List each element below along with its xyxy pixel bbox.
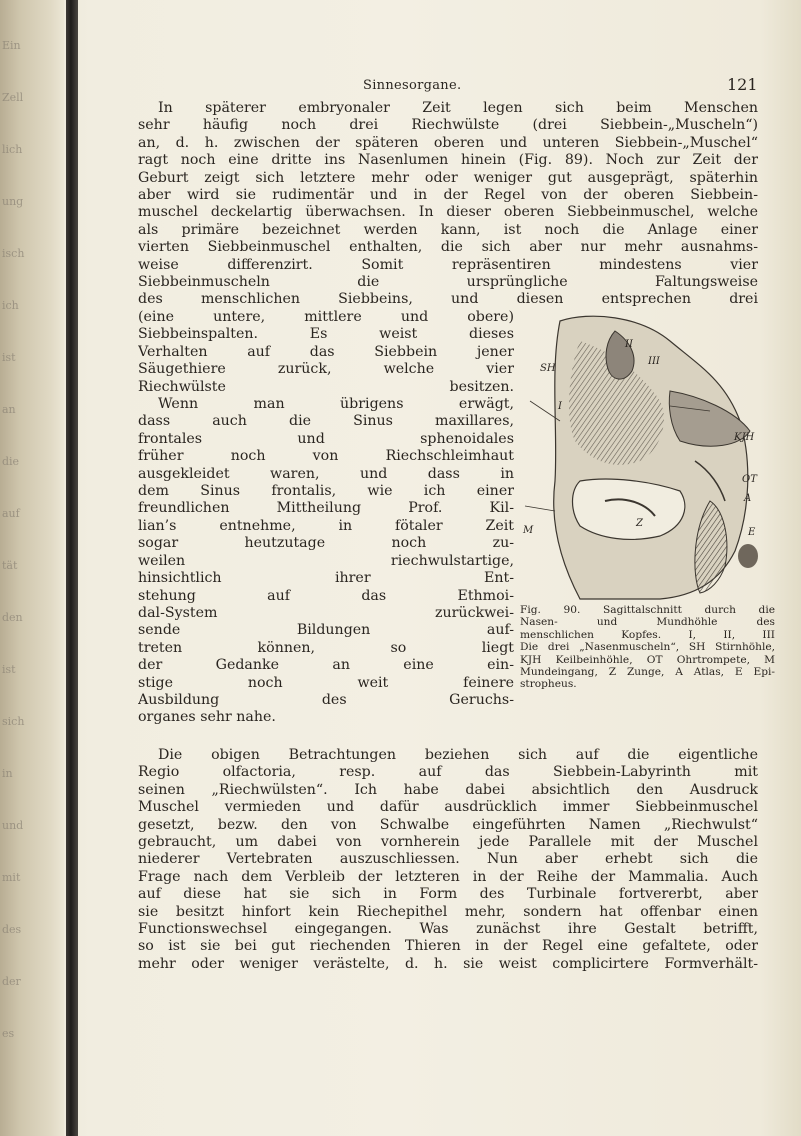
text-line: vierten Siebbeinmuschel enthalten, die sich aber nur mehr ausnahms-: [138, 239, 758, 256]
margin-bleed-text: tät: [2, 560, 18, 572]
margin-bleed-text: ist: [2, 664, 16, 676]
text-line: Riechwülste besitzen.: [138, 378, 514, 395]
text-line: muschel deckelartig überwachsen. In dieser oberen Siebbeinmuschel, welche: [138, 204, 758, 221]
text-line: mehr oder weniger verästelte, d. h. sie weist complicirtere Formverhält-: [138, 955, 758, 972]
text-line: treten können, so liegt: [138, 639, 514, 656]
margin-bleed-text: Zell: [2, 92, 24, 104]
text-line: als primäre bezeichnet werden kann, ist noch die Anlage einer: [138, 221, 758, 238]
label-z: Z: [636, 518, 643, 529]
text-line: Ausbildung des Geruchs-: [138, 691, 514, 708]
label-iii: III: [648, 356, 660, 367]
text-line: Regio olfactoria, resp. auf das Siebbein-Labyrinth mit: [138, 764, 758, 781]
text-line: Säugethiere zurück, welche vier: [138, 361, 514, 378]
text-line: sogar heutzutage noch zu-: [138, 535, 514, 552]
margin-bleed-text: an: [2, 404, 16, 416]
text-line: frontales und sphenoidales: [138, 430, 514, 447]
margin-bleed-text: der: [2, 976, 21, 988]
margin-bleed-text: mit: [2, 872, 21, 884]
text-line: Siebbeinspalten. Es weist dieses: [138, 326, 514, 343]
text-line: dem Sinus frontalis, wie ich einer: [138, 483, 514, 500]
margin-bleed-text: den: [2, 612, 23, 624]
margin-bleed-text: lich: [2, 144, 23, 156]
text-line: lian’s entnehme, in fötaler Zeit: [138, 517, 514, 534]
margin-bleed-text: des: [2, 924, 22, 936]
text-line: früher noch von Riechschleimhaut: [138, 448, 514, 465]
text-line: Die obigen Betrachtungen beziehen sich auf die eigentliche: [158, 747, 758, 763]
caption-line: Nasen- und Mundhöhle des: [520, 616, 775, 629]
text-line: an, d. h. zwischen der späteren oberen und unteren Siebbein-„Muschel“: [138, 134, 758, 151]
text-line: aber wird sie rudimentär und in der Regel von der oberen Siebbein-: [138, 187, 758, 204]
text-line: der Gedanke an eine ein-: [138, 657, 514, 674]
margin-bleed-text: es: [2, 1028, 15, 1040]
running-head: Sinnesorgane.: [363, 78, 462, 93]
figure-caption: [520, 604, 775, 691]
text-line: dal-System zurückwei-: [138, 604, 514, 621]
text-line: Frage nach dem Verbleib der letzteren in der Reihe der Mammalia. Auch: [138, 868, 758, 885]
caption-line: Mundeingang, Z Zunge, A Atlas, E Epi-: [520, 666, 775, 679]
label-i: I: [558, 401, 562, 412]
margin-bleed-text: auf: [2, 508, 20, 520]
text-line: stehung auf das Ethmoi-: [138, 587, 514, 604]
margin-bleed-text: ist: [2, 352, 16, 364]
label-ii: II: [625, 339, 633, 350]
paragraph-narrow: [138, 309, 514, 727]
paragraph-top: [138, 100, 758, 309]
text-line: niederer Vertebraten auszuschliessen. Nun aber erhebt sich die: [138, 851, 758, 868]
caption-line: stropheus.: [520, 678, 577, 691]
book-spine: [66, 0, 78, 1136]
text-line: organes sehr nahe.: [138, 709, 276, 726]
label-kjh: KJH: [734, 432, 755, 443]
text-line: Functionswechsel eingegangen. Was zunächst ihre Gestalt betrifft,: [138, 921, 758, 938]
label-sh: SH: [540, 363, 556, 374]
facing-page-edge: [0, 0, 64, 1136]
margin-bleed-text: ich: [2, 300, 19, 312]
label-a: A: [744, 493, 752, 504]
label-e: E: [748, 527, 756, 538]
text-line: ragt noch eine dritte ins Nasenlumen hinein (Fig. 89). Noch zur Zeit der: [138, 152, 758, 169]
text-line: so ist sie bei gut riechenden Thieren in der Regel eine gefaltete, oder: [138, 938, 758, 955]
text-line: seinen „Riechwülsten“. Ich habe dabei absichtlich den Ausdruck: [138, 781, 758, 798]
margin-bleed-text: in: [2, 768, 13, 780]
text-line: Geburt zeigt sich letztere mehr oder weniger gut ausgeprägt, späterhin: [138, 169, 758, 186]
text-line: (eine untere, mittlere und obere): [138, 309, 514, 325]
text-line: Verhalten auf das Siebbein jener: [138, 343, 514, 360]
caption-line: KJH Keilbeinhöhle, OT Ohrtrompete, M: [520, 653, 775, 666]
text-line: sehr häufig noch drei Riechwülste (drei Siebbein-„Muscheln“): [138, 117, 758, 134]
caption-line: Fig. 90. Sagittalschnitt durch die: [520, 604, 775, 616]
text-line: hinsichtlich ihrer Ent-: [138, 570, 514, 587]
text-line: weilen riechwulstartige,: [138, 552, 514, 569]
margin-bleed-text: und: [2, 820, 24, 832]
text-line: freundlichen Mittheilung Prof. Kil-: [138, 500, 514, 517]
page-number: 121: [727, 75, 758, 94]
margin-bleed-text: Ein: [2, 40, 21, 52]
margin-bleed-text: ung: [2, 196, 24, 208]
text-line: des menschlichen Siebbeins, und diesen entsprechen drei: [138, 291, 758, 308]
text-line: Siebbeinmuscheln die ursprüngliche Faltungsweise: [138, 274, 758, 291]
label-m: M: [523, 525, 534, 536]
text-line: dass auch die Sinus maxillares,: [138, 413, 514, 430]
caption-line: Die drei „Nasenmuscheln“, SH Stirnhöhle,: [520, 641, 775, 654]
text-line: stige noch weit feinere: [138, 674, 514, 691]
text-line: Wenn man übrigens erwägt,: [158, 396, 514, 413]
paragraph-bottom: [138, 747, 758, 973]
text-line: sie besitzt hinfort kein Riechepithel mehr, sondern hat offenbar einen: [138, 903, 758, 920]
text-line: ausgekleidet waren, und dass in: [138, 465, 514, 482]
caption-line: menschlichen Kopfes. I, II, III: [520, 628, 775, 641]
sagittal-section-illustration: [520, 311, 775, 601]
text-line: sende Bildungen auf-: [138, 622, 514, 639]
text-line: gebraucht, um dabei von vornherein jede Parallele mit der Muschel: [138, 834, 758, 851]
text-line: weise differenzirt. Somit repräsentiren mindestens vier: [138, 256, 758, 273]
text-line: Muschel vermieden und dafür ausdrücklich immer Siebbeinmuschel: [138, 799, 758, 816]
text-line: auf diese hat sie sich in Form des Turbinale fortvererbt, aber: [138, 886, 758, 903]
margin-bleed-text: sich: [2, 716, 25, 728]
text-line: In späterer embryonaler Zeit legen sich beim Menschen: [158, 100, 758, 116]
figure-90: [520, 311, 775, 601]
label-ot: OT: [742, 474, 757, 485]
margin-bleed-text: isch: [2, 248, 25, 260]
text-line: gesetzt, bezw. den von Schwalbe eingeführten Namen „Riechwulst“: [138, 816, 758, 833]
margin-bleed-text: die: [2, 456, 20, 468]
